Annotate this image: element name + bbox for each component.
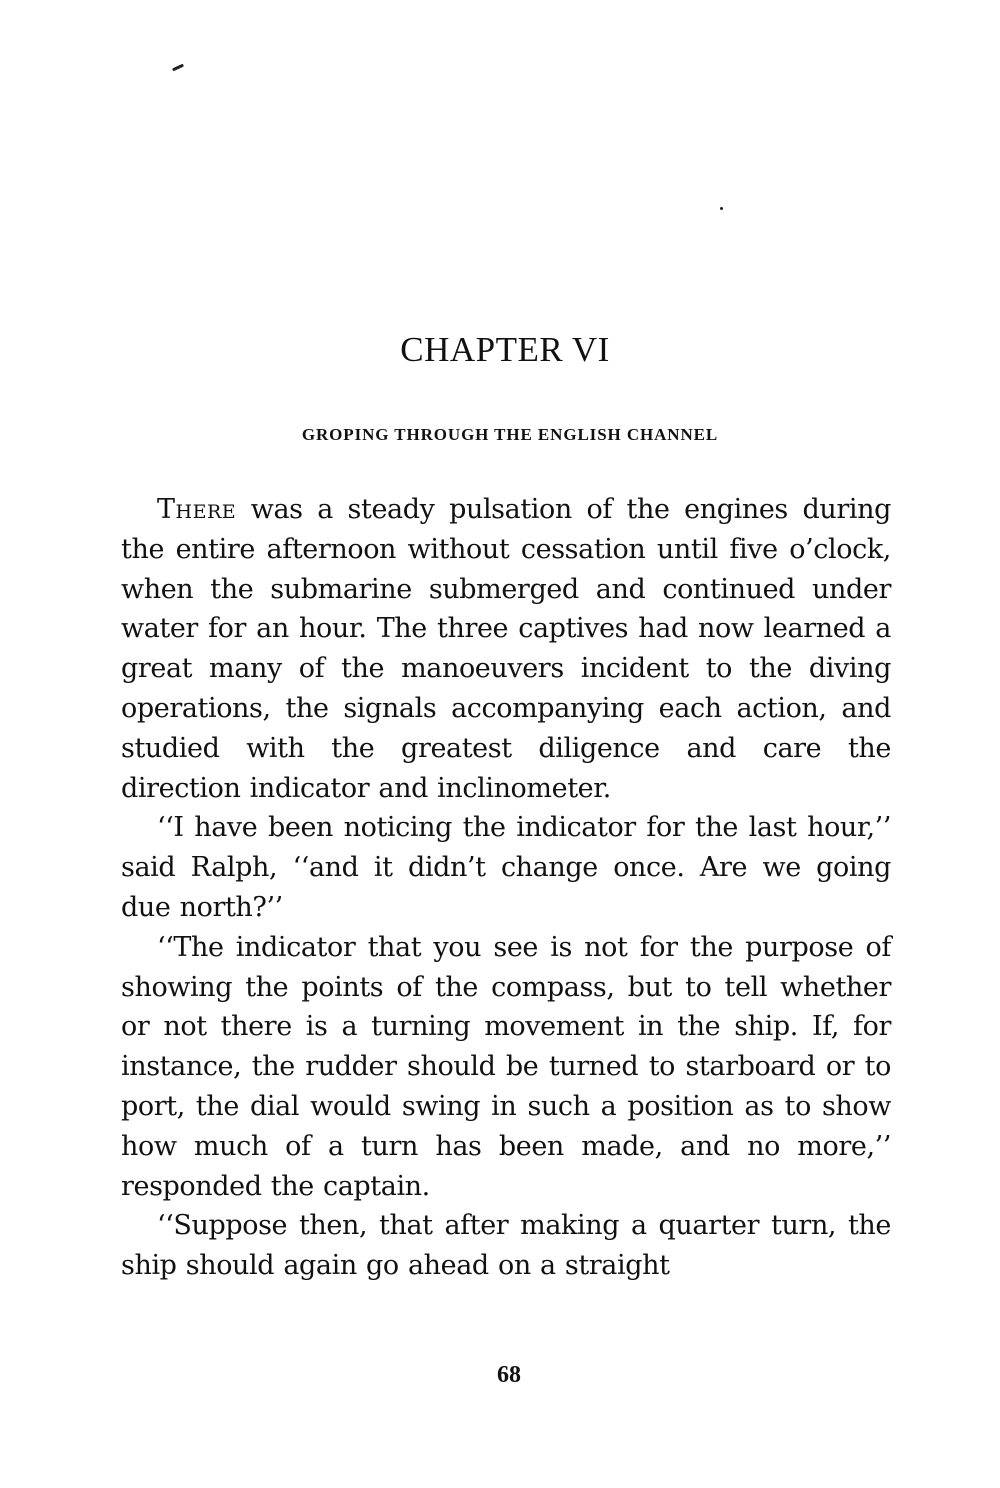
chapter-subtitle: GROPING THROUGH THE ENGLISH CHANNEL — [301, 425, 719, 444]
paragraph-lead-word: There — [157, 494, 237, 525]
paragraph-text: ‘‘Suppose then, that after making a quarter turn, the ship should again go ahead on a straight — [121, 1210, 891, 1282]
paragraph-text: ‘‘The indicator that you see is not for the purpose of showing the points of the compass, but to tell whether or not there is a turning movement in the ship. If, for instance, the rudder should be turned to starboard or to port, the dial would swing in such a position as to show how much of a turn has been made, and no more,’’ responded the captain. — [121, 931, 891, 1202]
paragraph — [121, 808, 891, 927]
page-number: 68 — [497, 1362, 521, 1388]
body-text — [121, 490, 891, 1286]
paragraph-text: was a steady pulsation of the engines during the entire afternoon without cessation until five o’clock, when the submarine submerged and continued under water for an hour. The three captives had now learned a great many of the manoeuvers incident to the diving operations, the signals accompanying each action, and studied with the greatest diligence and care the direction indicator and inclinometer. — [121, 494, 891, 804]
paragraph-text: ‘‘I have been noticing the indicator for the last hour,’’ said Ralph, ‘‘and it didn’t change once. Are we going due north?’’ — [121, 812, 891, 923]
paragraph — [121, 490, 891, 808]
chapter-heading: CHAPTER VI — [400, 330, 610, 369]
paragraph — [121, 928, 891, 1207]
print-speck — [172, 64, 184, 72]
print-speck — [720, 207, 723, 210]
paragraph — [121, 1206, 891, 1286]
